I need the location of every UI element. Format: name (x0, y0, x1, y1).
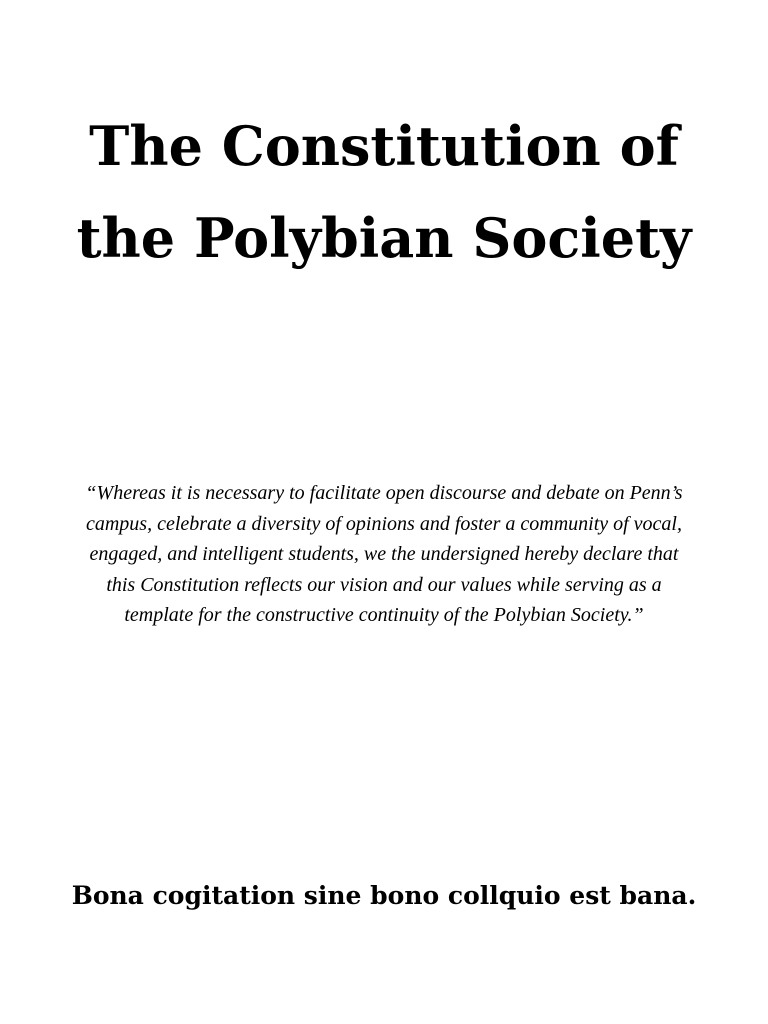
document-title (0, 100, 768, 284)
title-line-2: the Polybian Society (76, 206, 692, 270)
latin-motto: Bona cogitation sine bono collquio est bana. (71, 881, 697, 910)
title-line-1: The Constitution of (89, 114, 679, 178)
preamble-quote: “Whereas it is necessary to facilitate open discourse and debate on Penn’s campus, celebrate a diversity of opinions and foster a community of vocal, engaged, and intelligent students, we the undersigned hereby declare that this Constitution reflects our vision and our values while serving as a template for the constructive continuity of the Polybian Society.” (85, 482, 683, 626)
